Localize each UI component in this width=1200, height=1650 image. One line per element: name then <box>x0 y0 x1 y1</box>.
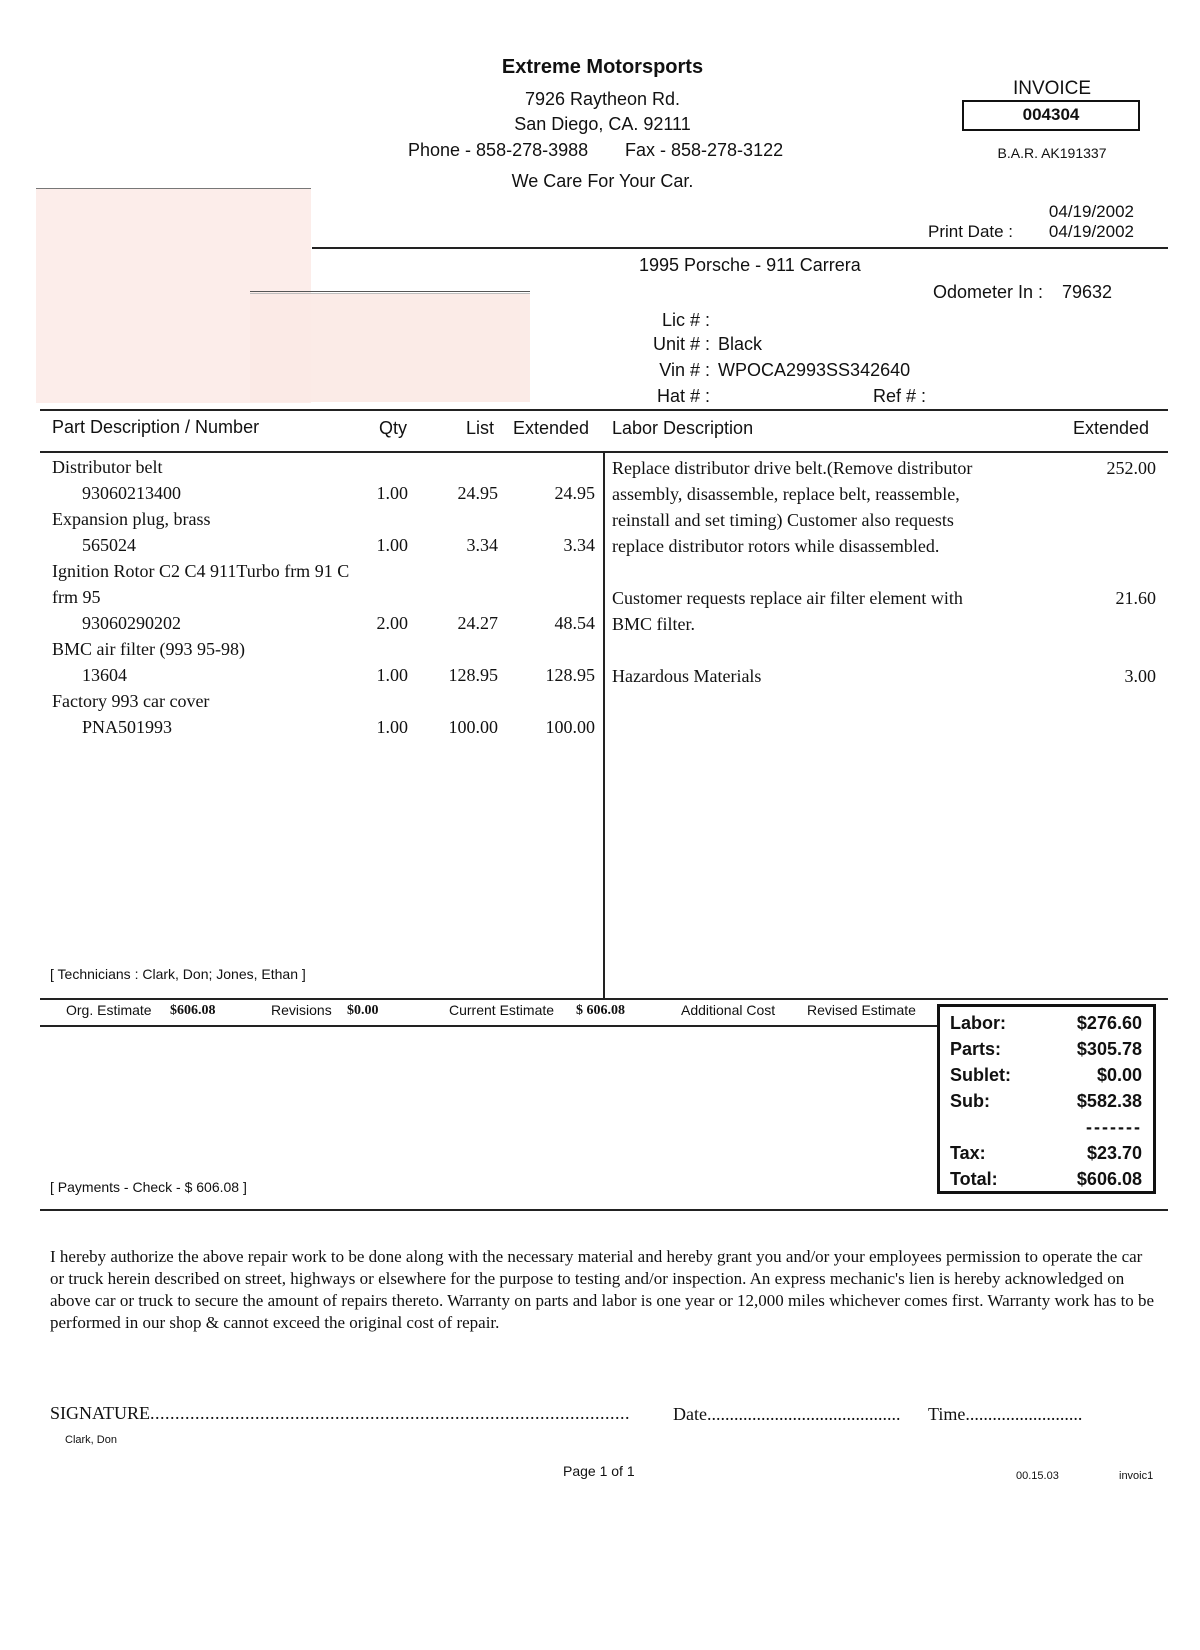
parts-col-list: List <box>466 418 495 438</box>
table-top-rule <box>40 409 1168 411</box>
hat-label: Hat # : <box>656 386 710 406</box>
totals-separator <box>940 1115 1150 1141</box>
part-list: 24.95 <box>457 483 498 503</box>
labor-line: reinstall and set timing) Customer also requests <box>612 510 954 530</box>
estimate-bottom-rule <box>40 1025 937 1027</box>
parts-labor-divider <box>603 451 605 998</box>
part-number: 93060290202 <box>82 613 181 633</box>
labor-col-description: Labor Description <box>612 418 754 438</box>
invoice-date: 04/19/2002 <box>1048 202 1134 221</box>
stamp-rule <box>36 188 311 189</box>
current-estimate-value: $ 606.08 <box>576 1003 625 1018</box>
part-qty: 2.00 <box>376 613 408 633</box>
tax-value: $23.70 <box>1086 1143 1142 1163</box>
technicians: [ Technicians : Clark, Don; Jones, Ethan ] <box>50 966 306 982</box>
parts-total-label: Parts: <box>950 1039 1002 1059</box>
tax-label: Tax: <box>950 1143 986 1163</box>
invoice-label: INVOICE <box>1012 78 1092 99</box>
signer-name: Clark, Don <box>65 1434 117 1446</box>
part-qty: 1.00 <box>376 535 408 555</box>
shop-phone: Phone - 858-278-3988 <box>408 140 589 160</box>
authorization-text: I hereby authorize the above repair work to be done along with the necessary material and hereby grant you and/or your employees permission to operate the car or truck herein described on street, highways or elsewhere for the purpose to testing and/or inspection. An express mechanic's lien is hereby acknowledged on above car or truck to secure the amount of repairs thereto. Warranty on parts and labor is one year or 12,000 miles whichever comes first. Warranty work has to be performed in our shop & cannot exceed the original cost of repair. <box>50 1247 1155 1332</box>
totals-parts <box>940 1037 1150 1063</box>
header-rule <box>312 247 1168 249</box>
part-extended: 100.00 <box>545 717 595 737</box>
payments: [ Payments - Check - $ 606.08 ] <box>50 1179 247 1195</box>
form-version: 00.15.03 <box>1016 1470 1059 1482</box>
page-number: Page 1 of 1 <box>563 1463 635 1479</box>
estimate-top-rule <box>40 998 1168 1000</box>
part-number: 13604 <box>82 665 127 685</box>
time-label: Time <box>928 1404 966 1424</box>
bar-number: B.A.R. AK191337 <box>997 145 1107 161</box>
date-field: Date........................................... <box>673 1404 901 1424</box>
revisions-value: $0.00 <box>347 1003 379 1018</box>
part-number: PNA501993 <box>82 717 173 737</box>
shop-address-line2: San Diego, CA. 92111 <box>514 114 691 134</box>
totals-dash-separator: ------- <box>1086 1117 1142 1137</box>
part-qty: 1.00 <box>376 483 408 503</box>
part-number: 93060213400 <box>82 483 181 503</box>
part-name: Expansion plug, brass <box>52 509 211 529</box>
totals-tax <box>940 1141 1150 1167</box>
vehicle-description: 1995 Porsche - 911 Carrera <box>639 255 861 275</box>
shop-slogan: We Care For Your Car. <box>511 171 694 191</box>
part-extended: 48.54 <box>554 613 595 633</box>
parts-col-qty: Qty <box>379 418 408 438</box>
vin-value: WPOCA2993SS342640 <box>718 360 911 380</box>
revisions-label: Revisions <box>271 1002 332 1018</box>
unit-label: Unit # : <box>652 334 710 354</box>
shop-name: Extreme Motorsports <box>501 56 704 78</box>
part-qty: 1.00 <box>376 665 408 685</box>
labor-extended: 252.00 <box>1106 458 1156 478</box>
print-date: 04/19/2002 <box>1048 222 1134 241</box>
sublet-total-value: $0.00 <box>1096 1065 1142 1085</box>
signature-label-text: SIGNATURE <box>50 1403 151 1423</box>
part-name: Factory 993 car cover <box>52 691 210 711</box>
org-estimate-label: Org. Estimate <box>66 1002 152 1018</box>
time-field: Time.......................... <box>928 1404 1083 1424</box>
labor-line: BMC filter. <box>612 614 696 634</box>
labor-line: Hazardous Materials <box>612 666 762 686</box>
labor-extended: 3.00 <box>1124 666 1156 686</box>
part-name-continued: frm 95 <box>52 587 101 607</box>
labor-line: replace distributor rotors while disassembled. <box>612 536 940 556</box>
ref-label: Ref # : <box>873 386 927 406</box>
form-code: invoic1 <box>1119 1470 1154 1482</box>
totals-sub <box>940 1089 1150 1115</box>
labor-line: Replace distributor drive belt.(Remove distributor <box>612 458 973 478</box>
part-name: Distributor belt <box>52 457 163 477</box>
part-list: 128.95 <box>448 665 498 685</box>
invoice-number: 004304 <box>1022 105 1080 124</box>
sub-total-label: Sub: <box>950 1091 990 1111</box>
labor-col-extended: Extended <box>1073 418 1150 438</box>
lic-label: Lic # : <box>661 310 710 330</box>
part-qty: 1.00 <box>376 717 408 737</box>
stamp-right-rule <box>250 291 530 292</box>
part-list: 24.27 <box>457 613 498 633</box>
totals-total <box>940 1167 1150 1193</box>
part-extended: 3.34 <box>563 535 595 555</box>
invoice-number-box <box>962 100 1140 131</box>
part-extended: 24.95 <box>554 483 595 503</box>
parts-total-value: $305.78 <box>1076 1039 1142 1059</box>
revised-estimate-label: Revised Estimate <box>807 1002 916 1018</box>
vin-label: Vin # : <box>659 360 710 380</box>
signature-label: SIGNATURE................................................................................................ <box>50 1403 631 1423</box>
labor-extended: 21.60 <box>1115 588 1156 608</box>
parts-col-extended: Extended <box>513 418 590 438</box>
grand-total-value: $606.08 <box>1076 1169 1142 1189</box>
unit-value: Black <box>718 334 763 354</box>
part-name: Ignition Rotor C2 C4 911Turbo frm 91 C <box>52 561 350 581</box>
sublet-total-label: Sublet: <box>950 1065 1011 1085</box>
faded-stamp-right <box>250 293 530 402</box>
odometer-label: Odometer In : <box>933 282 1044 302</box>
totals-sublet <box>940 1063 1150 1089</box>
org-estimate-value: $606.08 <box>170 1003 216 1018</box>
payments-rule <box>40 1209 1168 1211</box>
labor-total-label: Labor: <box>950 1013 1006 1033</box>
current-estimate-label: Current Estimate <box>449 1002 555 1018</box>
print-date-label: Print Date : <box>928 222 1014 241</box>
additional-cost-label: Additional Cost <box>681 1002 776 1018</box>
date-label: Date <box>673 1404 707 1424</box>
shop-fax: Fax - 858-278-3122 <box>625 140 784 160</box>
labor-line: assembly, disassemble, replace belt, reassemble, <box>612 484 960 504</box>
odometer-value: 79632 <box>1062 282 1113 302</box>
totals-labor <box>940 1011 1150 1037</box>
labor-line: Customer requests replace air filter element with <box>612 588 963 608</box>
parts-col-description: Part Description / Number <box>52 417 260 437</box>
part-extended: 128.95 <box>545 665 595 685</box>
part-number: 565024 <box>82 535 136 555</box>
labor-total-value: $276.60 <box>1076 1013 1142 1033</box>
sub-total-value: $582.38 <box>1076 1091 1142 1111</box>
part-list: 100.00 <box>448 717 498 737</box>
totals-box <box>937 1004 1156 1194</box>
grand-total-label: Total: <box>950 1169 998 1189</box>
part-list: 3.34 <box>466 535 498 555</box>
part-name: BMC air filter (993 95-98) <box>52 639 245 659</box>
shop-address-line1: 7926 Raytheon Rd. <box>524 89 681 109</box>
